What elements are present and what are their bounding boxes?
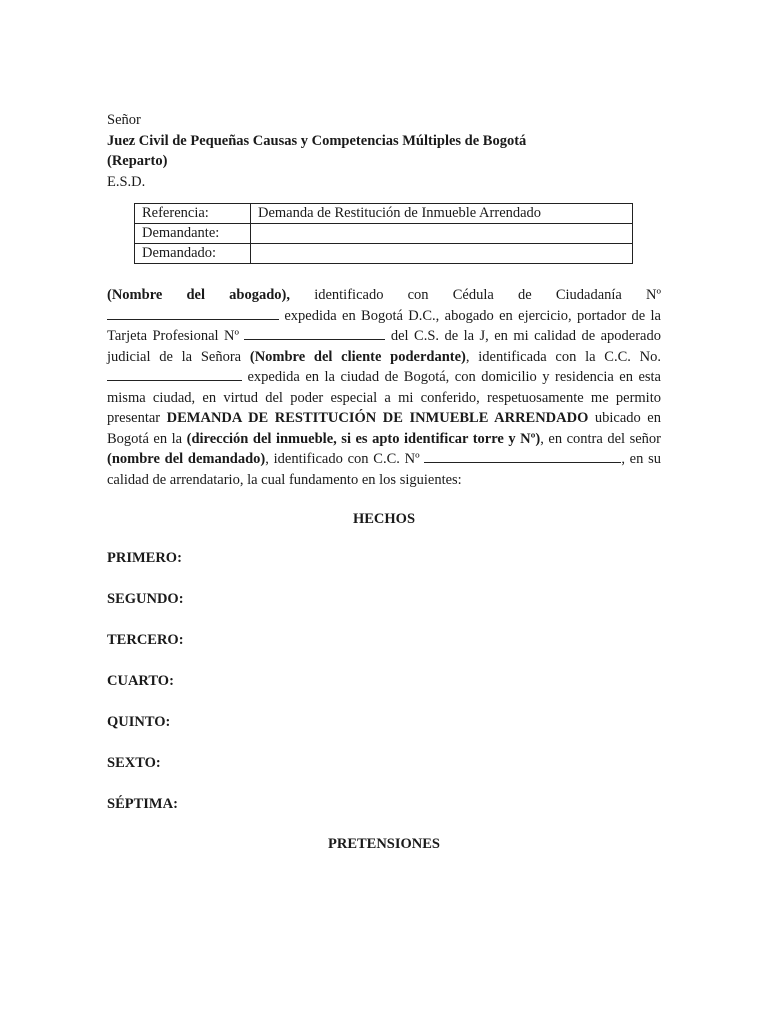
fact-label: SÉPTIMA:	[107, 796, 178, 812]
body-paragraph	[107, 285, 661, 490]
esd-line: E.S.D.	[107, 173, 146, 190]
document-page	[107, 110, 661, 854]
client-cc-blank	[107, 367, 242, 381]
fact-label: SEGUNDO:	[107, 591, 184, 607]
fact-label: TERCERO:	[107, 632, 184, 648]
section-heading-pretensiones: PRETENSIONES	[327, 836, 440, 852]
table-row	[135, 244, 633, 264]
defendant-label: Demandado:	[135, 244, 251, 264]
body-text: , identificado con C.C. Nº	[265, 451, 425, 467]
addressee-block	[107, 110, 661, 192]
plaintiff-label: Demandante:	[135, 224, 251, 244]
salutation: Señor	[107, 112, 141, 128]
table-row	[135, 204, 633, 224]
fact-label: PRIMERO:	[107, 550, 182, 566]
property-address-placeholder: (dirección del inmueble, si es apto identificar torre y Nº)	[186, 430, 541, 447]
tarjeta-blank	[244, 326, 385, 340]
section-heading-hechos: HECHOS	[352, 511, 416, 527]
table-row	[135, 224, 633, 244]
defendant-value	[251, 244, 633, 264]
demand-title: DEMANDA DE RESTITUCIÓN DE INMUEBLE ARRENDADO	[166, 410, 589, 426]
lawyer-name-placeholder: (Nombre del abogado),	[107, 287, 291, 303]
body-text: identificado con Cédula de Ciudadanía Nº	[290, 287, 661, 303]
fact-label: CUARTO:	[107, 673, 174, 689]
defendant-name-placeholder: (nombre del demandado)	[107, 451, 266, 467]
body-text: , identificada con la C.C. No.	[465, 348, 661, 365]
fact-label: SEXTO:	[107, 755, 161, 771]
court-reparto: (Reparto)	[107, 153, 168, 169]
body-text: , en su calidad de arrendatario, la cual fundamento en los siguientes:	[107, 451, 661, 488]
body-text: , en contra del señor	[540, 430, 661, 447]
plaintiff-value	[251, 224, 633, 244]
cedula-blank	[107, 306, 279, 320]
client-name-placeholder: (Nombre del cliente poderdante)	[249, 348, 466, 365]
ref-value: Demanda de Restitución de Inmueble Arrendado	[251, 204, 633, 224]
fact-label: QUINTO:	[107, 714, 171, 730]
body-text: del C.S. de la J, en mi calidad de apoderado judicial de la Señora	[107, 328, 661, 365]
body-text: expedida en Bogotá D.C., abogado en ejercicio, portador de la Tarjeta Profesional Nº	[107, 307, 661, 344]
body-text: ubicado en Bogotá en la	[107, 410, 661, 447]
reference-table	[134, 203, 633, 264]
body-text: expedida en la ciudad de Bogotá, con domicilio y residencia en esta misma ciudad, en virtud del poder especial a mi conferido, respetuosamente me permito presentar	[107, 369, 661, 426]
ref-label: Referencia:	[135, 204, 251, 224]
defendant-cc-blank	[424, 449, 621, 463]
court-name: Juez Civil de Pequeñas Causas y Competencias Múltiples de Bogotá	[107, 132, 527, 149]
